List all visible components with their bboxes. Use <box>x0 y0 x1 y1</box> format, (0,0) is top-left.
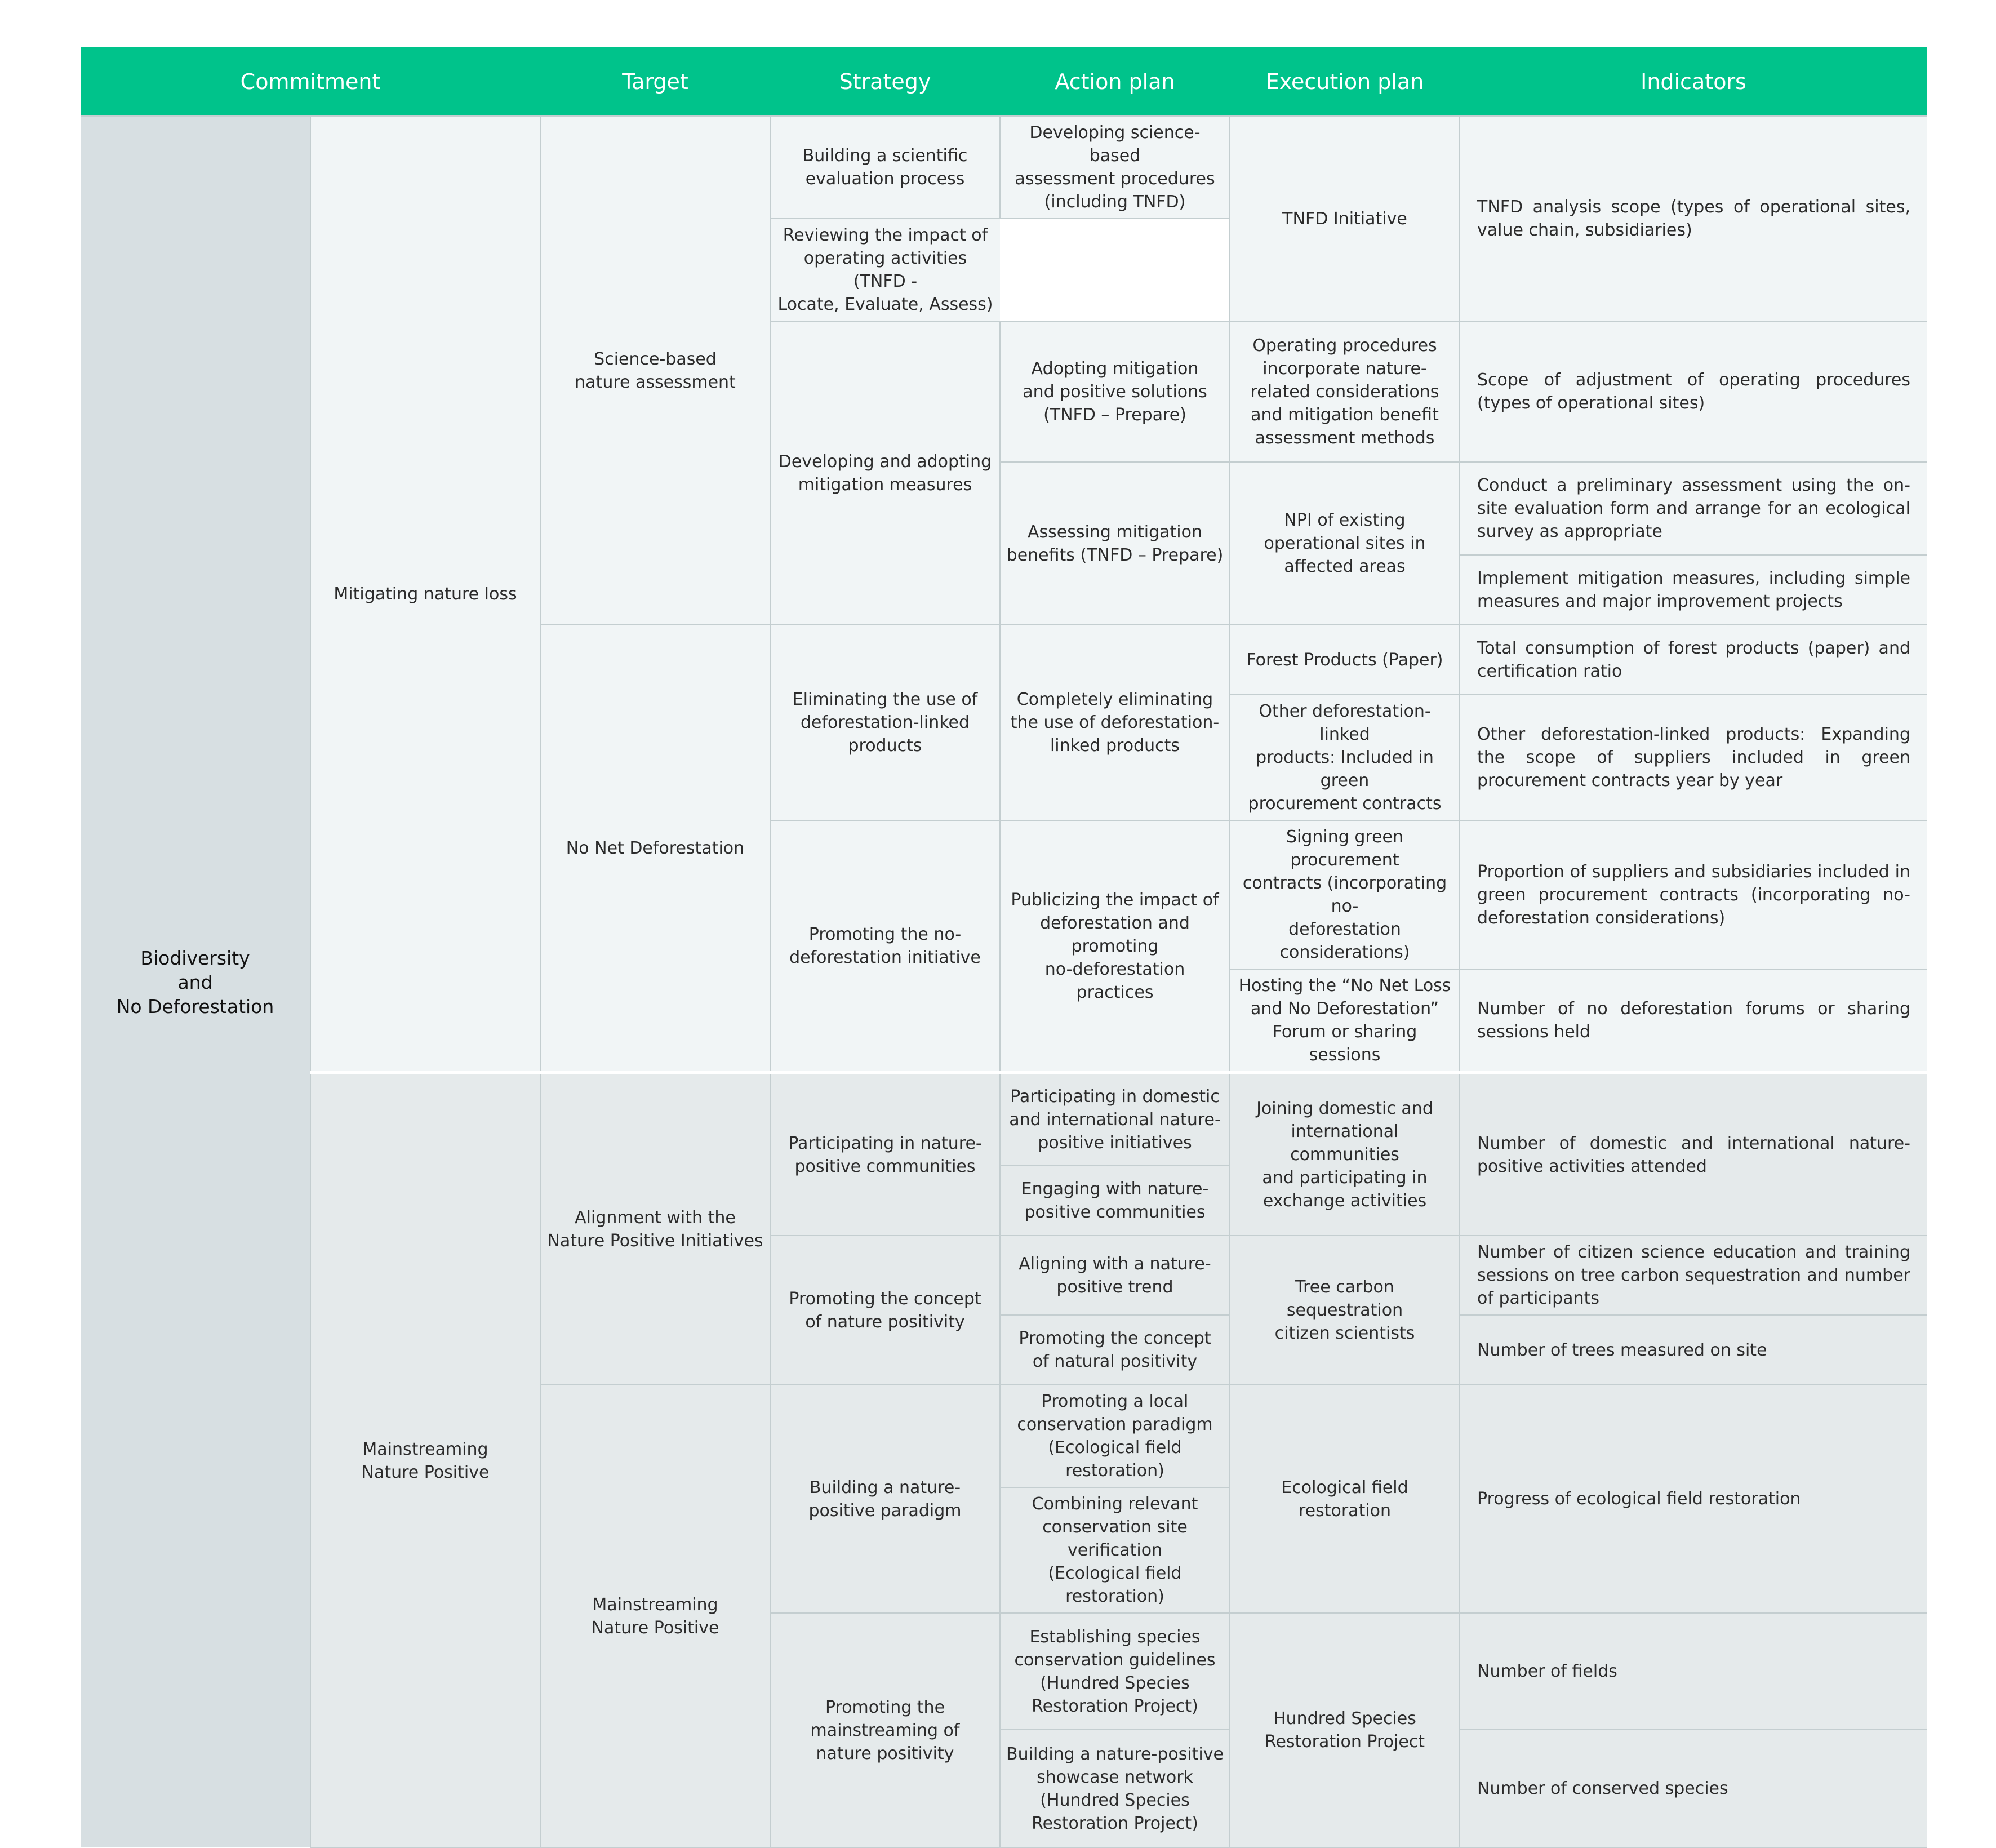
action-label: Participating in domestic and international nature- positive initiatives <box>1009 1087 1221 1153</box>
action-label: Promoting the concept of natural positivity <box>1019 1329 1211 1371</box>
action-cell <box>1000 462 1230 625</box>
commitment-label: Biodiversity and No Deforestation <box>116 947 274 1018</box>
indicator-cell <box>1460 555 1927 625</box>
indicator-label: Progress of ecological field restoration <box>1477 1489 1801 1509</box>
action-cell <box>1000 820 1230 1073</box>
action-cell <box>1000 1073 1230 1166</box>
indicator-label: Number of conserved species <box>1477 1779 1728 1798</box>
strategy-label: Promoting the no- deforestation initiative <box>789 925 981 967</box>
target-label: Alignment with the Nature Positive Initiatives <box>547 1208 763 1251</box>
header-indicators: Indicators <box>1460 47 1927 116</box>
execution-cell <box>1230 1236 1460 1385</box>
action-label: Developing science-based assessment procedures (including TNFD) <box>1015 123 1215 212</box>
action-label: Completely eliminating the use of deforestation- linked products <box>1010 690 1220 756</box>
action-cell <box>1000 321 1230 462</box>
strategy-eliminating-deforestation <box>770 625 1000 820</box>
indicator-label: Number of trees measured on site <box>1477 1340 1767 1360</box>
strategy-label: Promoting the mainstreaming of nature positivity <box>810 1697 960 1763</box>
header-execution-plan: Execution plan <box>1230 47 1460 116</box>
indicator-label: Scope of adjustment of operating procedures (types of operational sites) <box>1477 370 1910 413</box>
action-cell <box>1000 1730 1230 1847</box>
indicator-cell <box>1460 820 1927 969</box>
strategy-mainstreaming-nature-positivity <box>770 1613 1000 1847</box>
strategy-scientific-evaluation <box>770 116 1000 219</box>
indicator-label: Proportion of suppliers and subsidiaries included in green procurement contracts (incorporating no-deforestation considerations) <box>1477 861 1910 928</box>
execution-label: Ecological field restoration <box>1281 1477 1408 1521</box>
action-label: Publicizing the impact of deforestation and promoting no-deforestation practices <box>1011 890 1219 1002</box>
table-row <box>81 1073 1927 1166</box>
execution-label: Operating procedures incorporate nature- related considerations and mitigation benefit assessment methods <box>1250 335 1439 448</box>
strategy-label: Building a scientific evaluation process <box>802 146 968 189</box>
execution-label: Other deforestation-linked products: Included in green procurement contracts <box>1248 701 1442 814</box>
indicator-cell <box>1460 462 1927 555</box>
target-label: Science-based nature assessment <box>575 349 736 392</box>
execution-cell <box>1230 625 1460 695</box>
commitment-table-container <box>81 47 1927 1848</box>
execution-cell <box>1230 1073 1460 1236</box>
indicator-label: Number of fields <box>1477 1662 1617 1681</box>
action-cell <box>1000 625 1230 820</box>
action-cell <box>770 219 1000 321</box>
execution-cell <box>1230 695 1460 820</box>
strategy-mitigation-measures <box>770 321 1000 625</box>
execution-cell <box>1230 820 1460 969</box>
execution-label: Tree carbon sequestration citizen scientists <box>1274 1277 1415 1343</box>
indicator-label: Number of citizen science education and training sessions on tree carbon sequestration and number of participants <box>1477 1242 1910 1308</box>
action-label: Engaging with nature- positive communities <box>1021 1179 1209 1222</box>
strategy-nature-positivity-concept <box>770 1236 1000 1385</box>
indicator-label: Conduct a preliminary assessment using the on-site evaluation form and arrange for an ecological survey as appropriate <box>1477 476 1910 541</box>
strategy-label: Participating in nature- positive communities <box>788 1133 982 1176</box>
header-action-plan: Action plan <box>1000 47 1230 116</box>
execution-label: Joining domestic and international communities and participating in exchange activities <box>1256 1099 1433 1211</box>
target-mainstreaming-nature-positive <box>540 1385 770 1847</box>
sub-commitment-mainstreaming <box>310 1073 540 1847</box>
action-label: Reviewing the impact of operating activities (TNFD - Locate, Evaluate, Assess) <box>777 225 993 314</box>
indicator-cell <box>1460 116 1927 321</box>
action-label: Building a nature-positive showcase network (Hundred Species Restoration Project) <box>1006 1744 1224 1833</box>
header-target: Target <box>540 47 770 116</box>
indicator-label: Number of domestic and international nature-positive activities attended <box>1477 1133 1910 1176</box>
strategy-label: Developing and adopting mitigation measures <box>778 451 992 495</box>
execution-label: TNFD Initiative <box>1282 208 1407 229</box>
commitment-cell <box>81 116 310 1847</box>
indicator-cell <box>1460 625 1927 695</box>
header-strategy: Strategy <box>770 47 1000 116</box>
sub-commitment-mitigating <box>310 116 540 1073</box>
strategy-no-deforestation-initiative <box>770 820 1000 1073</box>
sub-commitment-label: Mitigating nature loss <box>334 584 517 604</box>
execution-label: Forest Products (Paper) <box>1246 650 1443 670</box>
indicator-cell <box>1460 1730 1927 1847</box>
action-label: Adopting mitigation and positive solutions (TNFD – Prepare) <box>1023 358 1207 425</box>
action-cell <box>1000 1236 1230 1315</box>
indicator-cell <box>1460 1073 1927 1236</box>
header-commitment: Commitment <box>81 47 540 116</box>
strategy-label: Eliminating the use of deforestation-linked products <box>792 690 978 756</box>
commitment-table <box>81 47 1927 1848</box>
table-header <box>81 47 1927 116</box>
target-label: Mainstreaming Nature Positive <box>591 1594 719 1638</box>
execution-cell <box>1230 1385 1460 1613</box>
strategy-label: Building a nature- positive paradigm <box>808 1477 962 1521</box>
execution-label: Hosting the “No Net Loss and No Deforestation” Forum or sharing sessions <box>1238 976 1451 1065</box>
table-row <box>81 116 1927 168</box>
indicator-cell <box>1460 1613 1927 1730</box>
execution-label: NPI of existing operational sites in affected areas <box>1264 510 1426 576</box>
execution-cell <box>1230 116 1460 321</box>
action-cell <box>1000 1487 1230 1613</box>
indicator-label: Number of no deforestation forums or sharing sessions held <box>1477 999 1910 1042</box>
action-cell <box>1000 1166 1230 1236</box>
sub-commitment-label: Mainstreaming Nature Positive <box>361 1439 490 1482</box>
action-label: Combining relevant conservation site verification (Ecological field restoration) <box>1032 1494 1198 1606</box>
target-no-net-deforestation <box>540 625 770 1073</box>
execution-cell <box>1230 1613 1460 1847</box>
strategy-label: Promoting the concept of nature positivity <box>789 1289 981 1332</box>
target-label: No Net Deforestation <box>566 838 745 858</box>
action-cell <box>1000 1315 1230 1385</box>
indicator-cell <box>1460 1385 1927 1613</box>
action-label: Promoting a local conservation paradigm (Ecological field restoration) <box>1017 1392 1213 1481</box>
execution-cell <box>1230 321 1460 462</box>
execution-cell <box>1230 462 1460 625</box>
indicator-label: Implement mitigation measures, including simple measures and major improvement projects <box>1477 568 1910 611</box>
indicator-cell <box>1460 1315 1927 1385</box>
action-label: Aligning with a nature- positive trend <box>1019 1254 1211 1297</box>
strategy-nature-positive-communities <box>770 1073 1000 1236</box>
table-body <box>81 116 1927 1847</box>
execution-label: Hundred Species Restoration Project <box>1264 1709 1425 1752</box>
execution-label: Signing green procurement contracts (incorporating no- deforestation considerations) <box>1242 827 1447 962</box>
indicator-cell <box>1460 695 1927 820</box>
indicator-cell <box>1460 1236 1927 1315</box>
action-label: Establishing species conservation guidelines (Hundred Species Restoration Project) <box>1014 1627 1216 1716</box>
header-row <box>81 47 1927 116</box>
action-cell <box>1000 1385 1230 1487</box>
indicator-cell <box>1460 969 1927 1073</box>
strategy-nature-positive-paradigm <box>770 1385 1000 1613</box>
execution-cell <box>1230 969 1460 1073</box>
target-science-based <box>540 116 770 625</box>
indicator-cell <box>1460 321 1927 462</box>
target-alignment-nature-positive <box>540 1073 770 1385</box>
action-cell <box>1000 1613 1230 1730</box>
action-label: Assessing mitigation benefits (TNFD – Prepare) <box>1006 522 1224 565</box>
indicator-label: Other deforestation-linked products: Expanding the scope of suppliers included in green procurement contracts year by year <box>1477 725 1910 790</box>
indicator-label: TNFD analysis scope (types of operational sites, value chain, subsidiaries) <box>1477 197 1910 240</box>
action-cell <box>1000 116 1230 219</box>
indicator-label: Total consumption of forest products (paper) and certification ratio <box>1477 638 1910 681</box>
